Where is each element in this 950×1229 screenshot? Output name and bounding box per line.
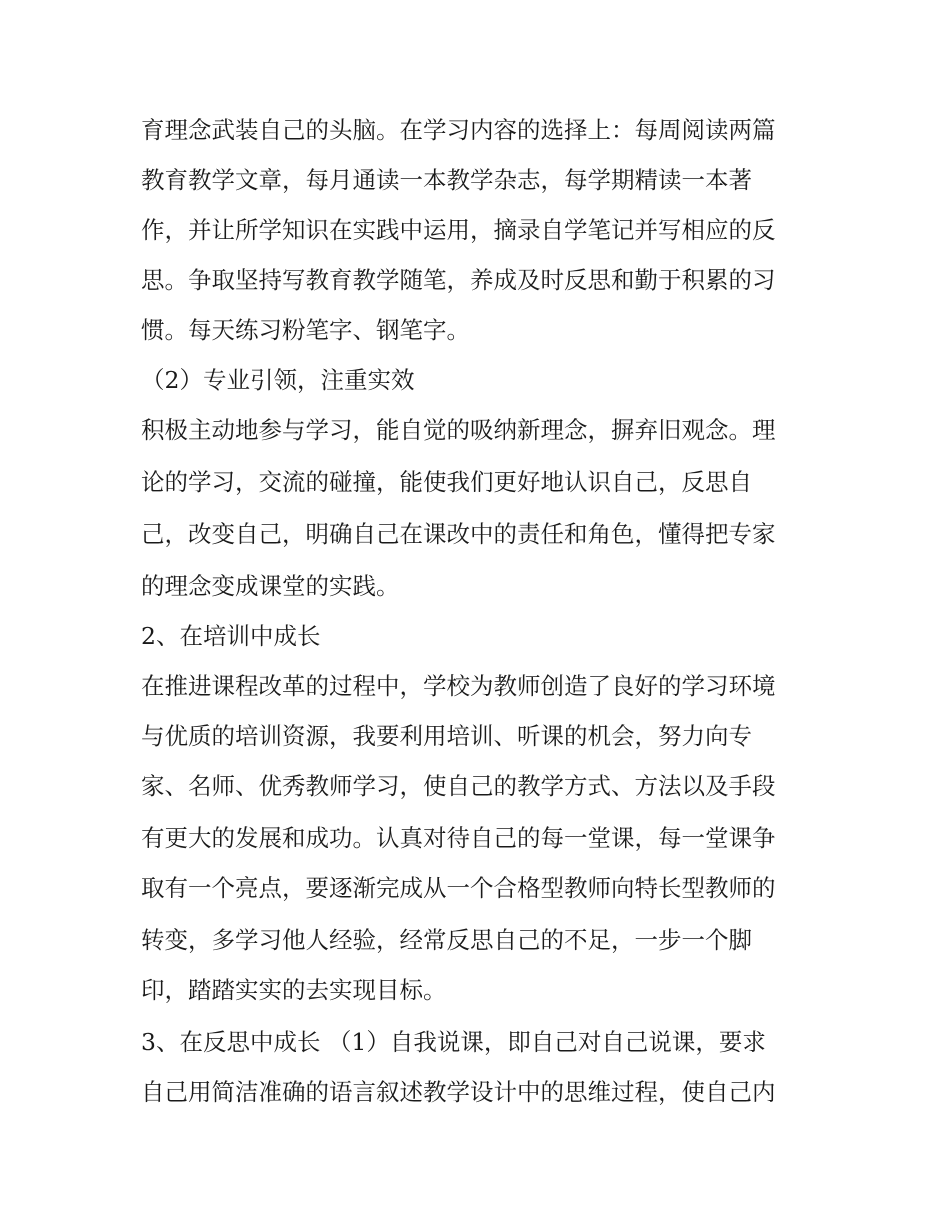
- text-line: 印，踏踏实实的去实现目标。: [141, 976, 447, 1004]
- text-line: 惯。每天练习粉笔字、钢笔字。: [141, 316, 470, 344]
- section-heading: 2、在培训中成长: [141, 622, 321, 650]
- text-line: 有更大的发展和成功。认真对待自己的每一堂课，每一堂课争: [141, 824, 776, 852]
- text-line: 在推进课程改革的过程中，学校为教师创造了良好的学习环境: [141, 672, 776, 700]
- text-line: 论的学习，交流的碰撞，能使我们更好地认识自己，反思自: [141, 468, 752, 496]
- text-line: 家、名师、优秀教师学习，使自己的教学方式、方法以及手段: [141, 772, 776, 800]
- text-line: 育理念武装自己的头脑。在学习内容的选择上：每周阅读两篇: [141, 116, 776, 144]
- text-line: 的理念变成课堂的实践。: [141, 572, 400, 600]
- text-line: 自己用简洁准确的语言叙述教学设计中的思维过程，使自己内: [141, 1078, 776, 1106]
- section-subheading: （2）专业引领，注重实效: [141, 366, 415, 394]
- section-heading: 3、在反思中成长 （1）自我说课，即自己对自己说课，要求: [141, 1028, 766, 1056]
- text-line: 与优质的培训资源，我要利用培训、听课的机会，努力向专: [141, 722, 752, 750]
- text-line: 积极主动地参与学习，能自觉的吸纳新理念，摒弃旧观念。理: [141, 416, 776, 444]
- text-line: 作，并让所学知识在实践中运用，摘录自学笔记并写相应的反: [141, 216, 776, 244]
- text-line: 己，改变自己，明确自己在课改中的责任和角色，懂得把专家: [141, 520, 776, 548]
- text-line: 思。争取坚持写教育教学随笔，养成及时反思和勤于积累的习: [141, 266, 776, 294]
- text-line: 教育教学文章，每月通读一本教学杂志，每学期精读一本著: [141, 166, 752, 194]
- text-line: 转变，多学习他人经验，经常反思自己的不足，一步一个脚: [141, 926, 752, 954]
- text-line: 取有一个亮点，要逐渐完成从一个合格型教师向特长型教师的: [141, 874, 776, 902]
